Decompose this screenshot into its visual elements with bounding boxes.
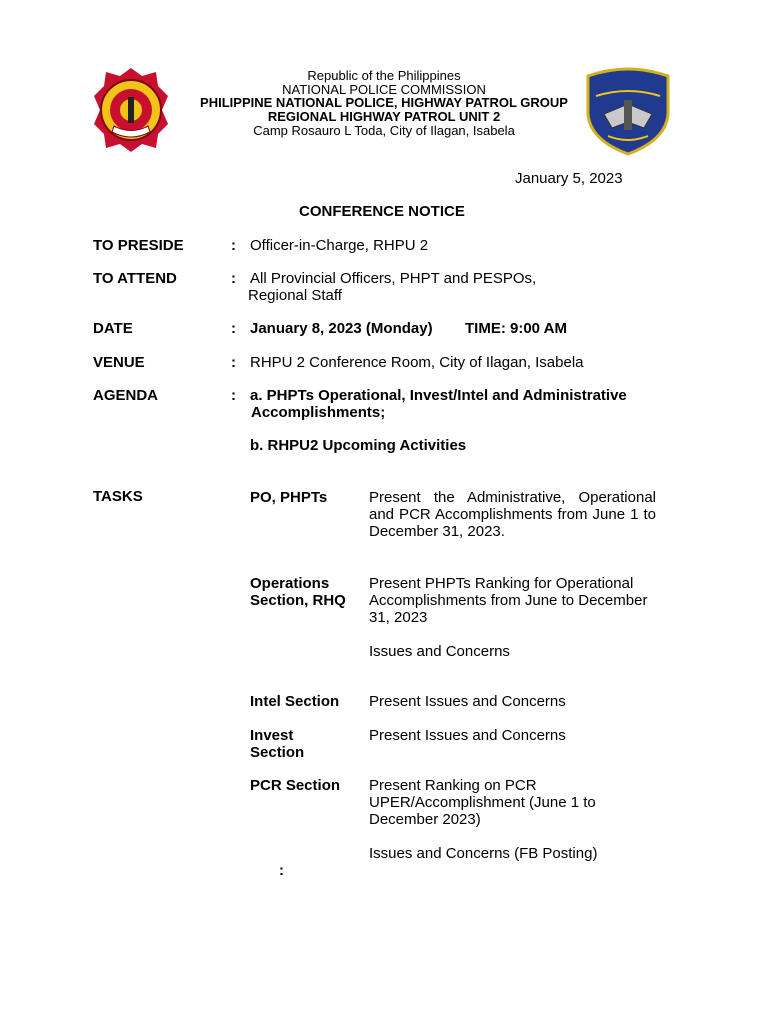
task-assignee: PO, PHPTs [250,489,328,506]
task-assignee: PCR Section [250,777,341,794]
preside-colon: : [231,237,236,254]
preside-value: Officer-in-Charge, RHPU 2 [250,237,429,254]
attend-value-line2: Regional Staff [248,287,342,304]
header-pnp-hpg: PHILIPPINE NATIONAL POLICE, HIGHWAY PATROL GROUP [200,95,568,110]
task-description: Present Ranking on PCR UPER/Accomplishment (June 1 to December 2023) [369,777,596,828]
task-extra-note: Issues and Concerns [369,643,510,660]
header-napolcom: NATIONAL POLICE COMMISSION [282,82,486,97]
venue-label: VENUE [93,354,145,371]
agenda-item-a-line2: Accomplishments; [251,404,386,421]
attend-value-line1: All Provincial Officers, PHPT and PESPOs, [250,270,537,287]
document-title: CONFERENCE NOTICE [299,203,465,220]
stray-colon: : [279,862,284,879]
task-assignee: Intel Section [250,693,340,710]
preside-label: TO PRESIDE [93,237,184,254]
meeting-date-value: January 8, 2023 (Monday) [250,320,433,337]
task-assignee: Invest [250,727,294,744]
agenda-label: AGENDA [93,387,159,404]
task-assignee-line2: Section [250,744,305,761]
attend-label: TO ATTEND [93,270,177,287]
meeting-time-value: TIME: 9:00 AM [465,320,567,337]
task-assignee: Operations [250,575,330,592]
date-colon: : [231,320,236,337]
task-description: Present Issues and Concerns [369,693,566,710]
date-label: DATE [93,320,133,337]
task-assignee-line2: Section, RHQ [250,592,346,609]
agenda-item-a-line1: a. PHPTs Operational, Invest/Intel and Administrative [250,387,627,404]
task-extra-note: Issues and Concerns (FB Posting) [369,845,598,862]
agenda-colon: : [231,387,236,404]
venue-value: RHPU 2 Conference Room, City of Ilagan, Isabela [250,354,584,371]
header-republic: Republic of the Philippines [307,68,461,83]
task-description: Present Issues and Concerns [369,727,566,744]
attend-colon: : [231,270,236,287]
header-address: Camp Rosauro L Toda, City of Ilagan, Isabela [253,123,515,138]
task-description: Present the Administrative, Operational and PCR Accomplishments from June 1 to December 31, 2023. [369,489,656,540]
agenda-item-b: b. RHPU2 Upcoming Activities [250,437,467,454]
tasks-label: TASKS [93,488,143,505]
venue-colon: : [231,354,236,371]
header-rhpu: REGIONAL HIGHWAY PATROL UNIT 2 [267,109,501,124]
notice-date: January 5, 2023 [515,170,623,187]
task-description: Present PHPTs Ranking for Operational Accomplishments from June to December 31, 2023 [369,575,648,626]
